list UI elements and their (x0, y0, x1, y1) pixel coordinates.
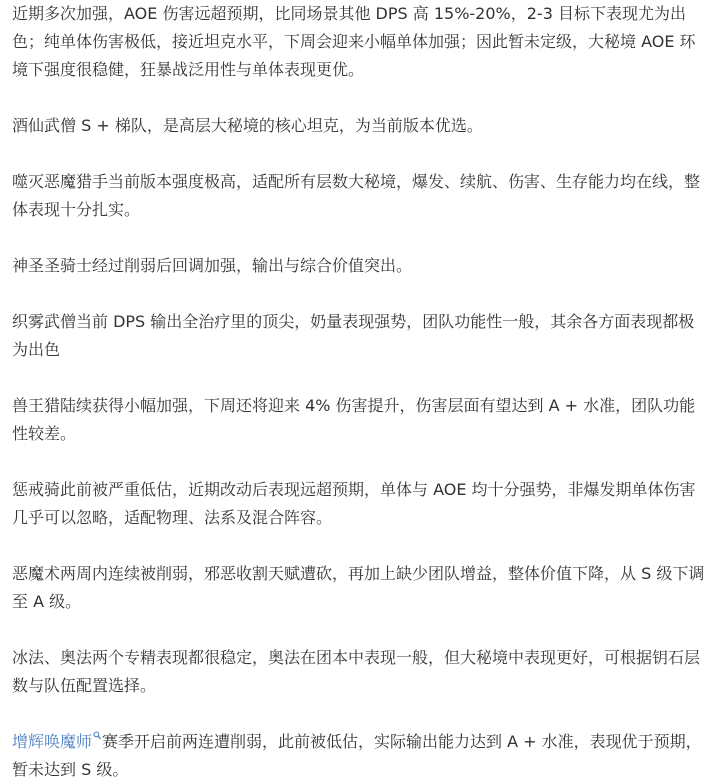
paragraph-gap (12, 448, 706, 476)
paragraph-mage: 冰法、奥法两个专精表现都很稳定，奥法在团本中表现一般，但大秘境中表现更好，可根据钥石层数与队伍配置选择。 (12, 648, 701, 695)
paragraph-beast-mastery: 兽王猎陆续获得小幅加强，下周还将迎来 4% 伤害提升，伤害层面有望达到 A + 水准，团队功能性较差。 (12, 396, 696, 443)
paragraph-devourer-dh: 噬灭恶魔猎手当前版本强度极高，适配所有层数大秘境，爆发、续航、伤害、生存能力均在线，整体表现十分扎实。 (12, 172, 701, 219)
paragraph-augmentation-text: 赛季开启前两连遭削弱，此前被低估，实际输出能力达到 A + 水准，表现优于预期，暂未达到 S 级。 (12, 732, 702, 779)
paragraph-demonology: 恶魔术两周内连续被削弱，邪恶收割天赋遭砍，再加上缺少团队增益，整体价值下降，从 S 级下调至 A 级。 (12, 564, 705, 611)
paragraph-augmentation (12, 728, 706, 784)
paragraph-gap (12, 364, 706, 392)
search-icon[interactable] (93, 731, 101, 741)
paragraph-warrior: 近期多次加强，AOE 伤害远超预期，比同场景其他 DPS 高 15%-20%，2-3 目标下表现尤为出色；纯单体伤害极低，接近坦克水平，下周会迎来小幅单体加强；因此暂未定级，大秘境 AOE 环境下强度很稳健，狂暴战泛用性与单体表现更优。 (12, 4, 696, 79)
paragraph-gap (12, 84, 706, 112)
keyword-link[interactable]: 增辉唤魔师 (12, 732, 93, 751)
paragraph-gap (12, 224, 706, 252)
paragraph-gap (12, 616, 706, 644)
paragraph-mistweaver: 织雾武僧当前 DPS 输出全治疗里的顶尖，奶量表现强势，团队功能性一般，其余各方面表现都极为出色 (12, 312, 695, 359)
paragraph-holy-paladin: 神圣圣骑士经过削弱后回调加强，输出与综合价值突出。 (12, 256, 413, 275)
paragraph-gap (12, 532, 706, 560)
paragraph-brewmaster: 酒仙武僧 S + 梯队，是高层大秘境的核心坦克，为当前版本优选。 (12, 116, 483, 135)
paragraph-gap (12, 700, 706, 728)
paragraph-gap (12, 140, 706, 168)
paragraph-retribution: 惩戒骑此前被严重低估，近期改动后表现远超预期，单体与 AOE 均十分强势，非爆发期单体伤害几乎可以忽略，适配物理、法系及混合阵容。 (12, 480, 696, 527)
paragraph-gap (12, 280, 706, 308)
